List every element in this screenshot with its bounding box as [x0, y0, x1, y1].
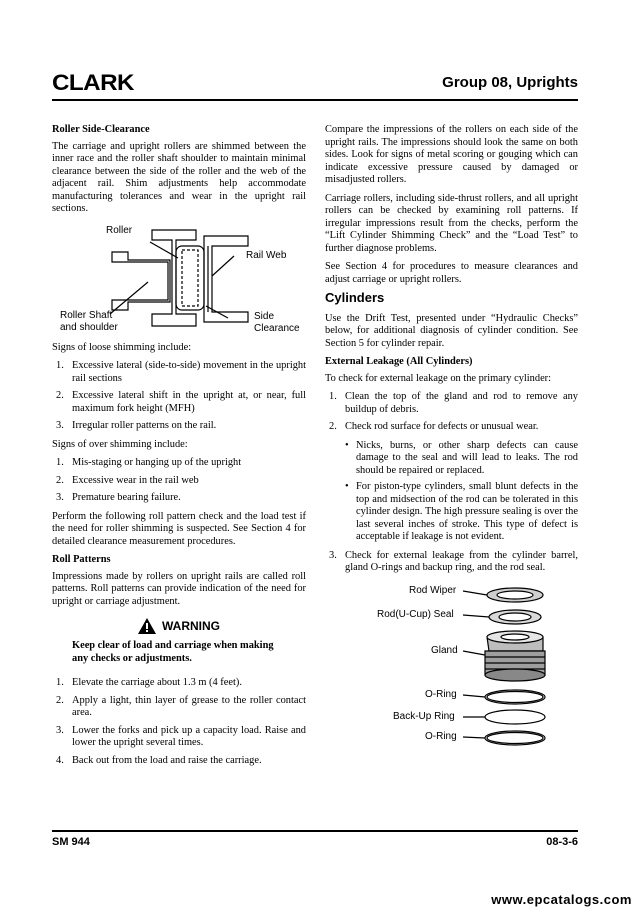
heading-roll-patterns: Roll Patterns — [52, 554, 111, 565]
rod-defect-bullets — [325, 440, 578, 544]
label-roller-shaft: Roller Shaft — [60, 309, 113, 321]
group-title: Group 08, Uprights — [442, 74, 578, 91]
footer-page-number: 08-3-6 — [546, 836, 578, 848]
label-o-ring-2: O-Ring — [425, 730, 457, 742]
list-item: 4. Back out from the load and raise the carriage. — [56, 754, 262, 766]
label-rod-seal: Rod(U-Cup) Seal — [377, 608, 454, 620]
over-shimming-list — [52, 457, 306, 505]
gland-seal-diagram — [325, 581, 578, 751]
warning-triangle-icon — [138, 618, 156, 634]
label-gland: Gland — [431, 644, 458, 656]
roll-pattern-steps — [52, 677, 306, 767]
warning-heading — [52, 618, 306, 634]
list-item: 3. Check for external leakage from the cylinder barrel, gland O-rings and backup ring, and the rod seal. — [329, 549, 578, 573]
label-o-ring-1: O-Ring — [425, 688, 457, 700]
list-item: 1. Mis-staging or hanging up of the upright — [56, 457, 242, 468]
carriage-rollers-text: Carriage rollers, including side-thrust rollers, and all upright rollers can be checked by examining roll patterns. If irregular impressions result from the checks, perform the “Lift Cylinder Shimming Check” and the “Load Test” to further diagnose problems. — [325, 192, 578, 254]
watermark-text: www.epcatalogs.com — [491, 892, 632, 907]
label-back-up-ring: Back-Up Ring — [393, 710, 455, 722]
external-leakage-intro: To check for external leakage on the primary cylinder: — [325, 372, 552, 384]
list-item: • For piston-type cylinders, small blunt defects in the top and midsection of the rod can be tolerated in this cylinder design. The high pressure sealing is over the last several inches of stroke. This type of defect is acceptable if leakage is not evident. — [345, 481, 578, 544]
label-roller: Roller — [106, 224, 133, 236]
cylinder-seal-figure — [325, 581, 578, 751]
header-rule — [52, 99, 578, 101]
heading-roller-side-clearance: Roller Side-Clearance — [52, 124, 150, 135]
loose-shimming-intro: Signs of loose shimming include: — [52, 341, 192, 353]
list-item: • Nicks, burns, or other sharp defects can cause damage to the seal and will lead to leaks. The rod should be repaired or replaced. — [345, 440, 578, 478]
external-leakage-steps — [325, 391, 578, 434]
section4-text: See Section 4 for procedures to measure clearances and adjust carriage or upright rollers. — [325, 261, 578, 285]
list-item: 1. Clean the top of the gland and rod to remove any buildup of debris. — [329, 391, 578, 415]
compare-text: Compare the impressions of the rollers on each side of the upright rails. The impressions should look the same on both sides. Look for signs of metal scoring or gouging which can indicate excessive pressure caused by damaged or misadjusted rollers. — [325, 124, 578, 185]
list-item: 2. Apply a light, thin layer of grease to the roller contact area. — [56, 694, 306, 718]
over-shimming-intro: Signs of over shimming include: — [52, 438, 188, 450]
heading-external-leakage: External Leakage (All Cylinders) — [325, 356, 473, 367]
heading-cylinders: Cylinders — [325, 290, 385, 305]
list-item: 2. Excessive wear in the rail web — [56, 474, 199, 486]
label-rail-web: Rail Web — [246, 249, 287, 261]
right-column — [325, 124, 578, 751]
warning-title: WARNING — [162, 619, 220, 633]
loose-shimming-list — [52, 360, 306, 433]
label-rod-wiper: Rod Wiper — [409, 584, 457, 596]
external-leakage-step3 — [325, 550, 578, 575]
clark-logo: CLARK — [52, 70, 134, 95]
list-item: 2. Check rod surface for defects or unusual wear. — [329, 421, 539, 432]
list-item: 1. Elevate the carriage about 1.3 m (4 feet). — [56, 677, 242, 688]
list-item: 3. Premature bearing failure. — [56, 492, 181, 503]
label-clearance: Clearance — [254, 322, 300, 334]
roller-side-clearance-text: The carriage and upright rollers are shimmed between the inner race and the roller shaft shoulder to maintain minimal clearance between the side of the roller and the web of the adjacent rail. Shim adjustments help accommodate manufacturing tolerances and wear in the upright rail sections. — [52, 140, 306, 214]
list-item: 3. Irregular roller patterns on the rail. — [56, 420, 217, 431]
left-column — [52, 124, 306, 773]
cylinders-text: Use the Drift Test, presented under “Hydraulic Checks” below, for additional diagnosis of cylinder condition. See Section 5 for cylinder repair. — [325, 312, 578, 349]
footer-manual-number: SM 944 — [52, 836, 90, 848]
roller-clearance-figure — [52, 222, 306, 336]
label-side: Side — [254, 310, 275, 322]
perform-check-text: Perform the following roll pattern check and the load test if the need for roller shimming is suspected. See Section 4 for detailed clearance measurement procedures. — [52, 510, 306, 547]
list-item: 1. Excessive lateral (side-to-side) movement in the upright rail sections — [56, 360, 306, 384]
roll-patterns-text: Impressions made by rollers on upright rails are called roll patterns. Roll patterns can provide indication of the need for upright or carriage adjustment. — [52, 570, 306, 607]
warning-text: Keep clear of load and carriage when making any checks or adjustments. — [72, 640, 274, 664]
footer-rule — [52, 830, 578, 832]
label-and-shoulder: and shoulder — [60, 321, 118, 333]
list-item: 2. Excessive lateral shift in the upright at, or near, full maximum fork height (MFH) — [56, 390, 306, 414]
list-item: 3. Lower the forks and pick up a capacity load. Raise and lower the upright several times. — [56, 724, 306, 748]
